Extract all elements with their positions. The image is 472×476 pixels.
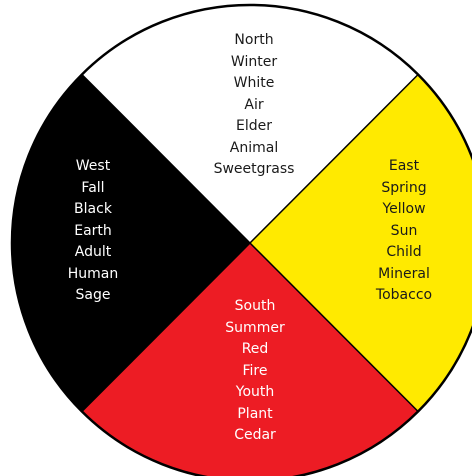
south-medicine: Cedar	[234, 427, 276, 443]
east-season: Spring	[381, 179, 427, 196]
north-element: Air	[244, 96, 264, 113]
east-medicine: Tobacco	[375, 287, 433, 303]
west-season: Fall	[81, 179, 105, 196]
south-element: Fire	[242, 362, 268, 379]
east-direction: East	[388, 158, 420, 174]
east-labels	[376, 156, 432, 307]
north-direction: North	[234, 32, 274, 48]
north-labels	[214, 30, 295, 181]
south-season: Summer	[225, 319, 285, 336]
west-direction: West	[75, 158, 111, 174]
south-color: Red	[241, 341, 269, 357]
south-direction: South	[234, 298, 276, 314]
south-kingdom: Plant	[237, 405, 273, 422]
east-element: Sun	[390, 222, 418, 239]
west-medicine: Sage	[75, 287, 111, 303]
south-labels	[225, 296, 284, 447]
west-element: Earth	[74, 222, 112, 239]
north-medicine: Sweetgrass	[213, 161, 295, 177]
east-color: Yellow	[382, 201, 426, 217]
south-life-stage: Youth	[235, 384, 275, 400]
west-life-stage: Adult	[74, 244, 112, 260]
north-season: Winter	[230, 53, 278, 70]
west-kingdom: Human	[67, 265, 119, 282]
west-labels	[68, 156, 119, 307]
west-color: Black	[74, 201, 112, 217]
east-kingdom: Mineral	[378, 265, 430, 282]
east-life-stage: Child	[386, 244, 422, 260]
north-color: White	[233, 75, 275, 91]
north-life-stage: Elder	[236, 118, 272, 134]
north-kingdom: Animal	[229, 139, 279, 156]
